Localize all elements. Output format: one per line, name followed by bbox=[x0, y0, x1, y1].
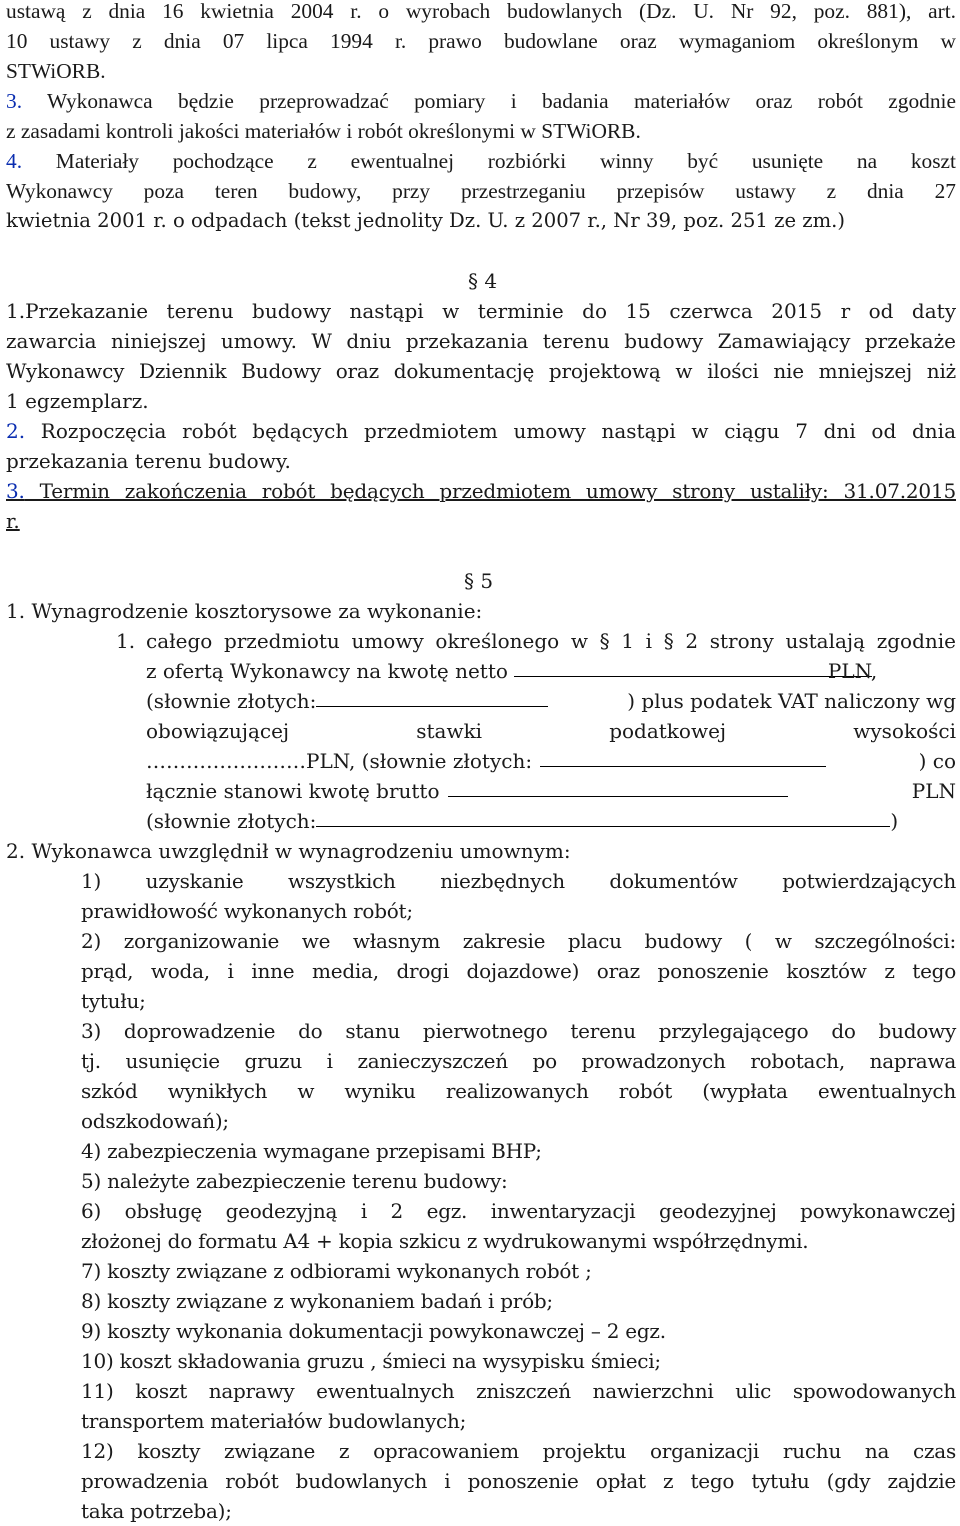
list-item-line: taka potrzeba); bbox=[81, 1499, 232, 1523]
paragraph-3-line: 3. Wykonawca będzie przeprowadzać pomiary i badania materiałów oraz robót zgodnie bbox=[6, 89, 956, 113]
section-4-line: 2. Rozpoczęcia robót będących przedmiotem umowy nastąpi w ciągu 7 dni od dnia bbox=[6, 419, 956, 443]
list-item bbox=[6, 1316, 956, 1346]
text-line: STWiORB. bbox=[6, 59, 106, 83]
list-item bbox=[6, 1196, 956, 1256]
section-heading: § 5 bbox=[464, 569, 494, 593]
list-item-line: 4) zabezpieczenia wymagane przepisami BHP; bbox=[81, 1139, 542, 1163]
list-item-line: 12) koszty związane z opracowaniem projektu organizacji ruchu na czas bbox=[81, 1439, 956, 1463]
list-item-line: 3) doprowadzenie do stanu pierwotnego terenu przylegającego do budowy bbox=[81, 1019, 956, 1043]
paragraph-4-line: Wykonawcy poza teren budowy, przy przestrzeganiu przepisów ustawy z dnia 27 bbox=[6, 179, 956, 203]
subpoint-number: 1. bbox=[116, 629, 136, 653]
paragraph-3-line: z zasadami kontroli jakości materiałów i robót określonymi w STWiORB. bbox=[6, 119, 641, 143]
paragraph-number: 2. bbox=[6, 419, 26, 443]
list-item-line: 1) uzyskanie wszystkich niezbędnych dokumentów potwierdzających bbox=[81, 869, 956, 893]
list-item-line: 10) koszt składowania gruzu , śmieci na wysypisku śmieci; bbox=[81, 1349, 661, 1373]
section-4-line: 1 egzemplarz. bbox=[6, 389, 149, 413]
section-4-line: 3. Termin zakończenia robót będących przedmiotem umowy strony ustaliły: 31.07.2015 bbox=[6, 479, 956, 503]
list-item bbox=[6, 1016, 956, 1136]
list-item-line: tj. usunięcie gruzu i zanieczyszczeń po prowadzonych robotach, naprawa bbox=[81, 1049, 956, 1073]
list-item-line: szkód wynikłych w wyniku realizowanych robót (wypłata ewentualnych bbox=[81, 1079, 956, 1103]
blank-field bbox=[514, 656, 872, 677]
list-item-line: 11) koszt naprawy ewentualnych zniszczeń nawierzchni ulic spowodowanych bbox=[81, 1379, 956, 1403]
blank-field bbox=[448, 776, 788, 797]
paragraph-4-line: 4. Materiały pochodzące z ewentualnej rozbiórki winny być usunięte na koszt bbox=[6, 149, 956, 173]
section-4-line: r. bbox=[6, 509, 20, 533]
paragraph-4-line: kwietnia 2001 r. o odpadach (tekst jednolity Dz. U. z 2007 r., Nr 39, poz. 251 ze zm.) bbox=[6, 209, 846, 232]
list-item bbox=[6, 1286, 956, 1316]
list-item-line: odszkodowań); bbox=[81, 1109, 229, 1133]
list-item bbox=[6, 866, 956, 926]
list-item-line: transportem materiałów budowlanych; bbox=[81, 1409, 467, 1433]
section-4-line: 1.Przekazanie terenu budowy nastąpi w terminie do 15 czerwca 2015 r od daty bbox=[6, 299, 956, 323]
list-item-line: prawidłowość wykonanych robót; bbox=[81, 899, 413, 923]
subpoint-line: ……………………PLN, (słownie złotych: ) co bbox=[6, 746, 956, 776]
list-item-line: 2) zorganizowanie we własnym zakresie placu budowy ( w szczególności: bbox=[81, 929, 956, 953]
list-item bbox=[6, 1136, 956, 1166]
list-item-line: prąd, woda, i inne media, drogi dojazdowe) oraz ponoszenie kosztów z tego bbox=[81, 959, 956, 983]
section-4-line: przekazania terenu budowy. bbox=[6, 449, 291, 473]
list-item-line: 9) koszty wykonania dokumentacji powykonawczej – 2 egz. bbox=[81, 1319, 666, 1343]
list-item-line: 5) należyte zabezpieczenie terenu budowy: bbox=[81, 1169, 508, 1193]
subpoint-line: (słownie złotych: ) bbox=[6, 806, 956, 836]
paragraph-number: 4. bbox=[6, 149, 23, 173]
paragraph-number: 3. bbox=[6, 479, 25, 503]
cost-items-list bbox=[6, 866, 956, 1526]
section-5-line: 2. Wykonawca uwzględnił w wynagrodzeniu umownym: bbox=[6, 839, 571, 863]
text-line: ustawą z dnia 16 kwietnia 2004 r. o wyrobach budowlanych (Dz. U. Nr 92, poz. 881), art. bbox=[6, 0, 956, 23]
list-item-line: 6) obsługę geodezyjną i 2 egz. inwentaryzacji geodezyjnej powykonawczej bbox=[81, 1199, 956, 1223]
list-item bbox=[6, 1436, 956, 1526]
subpoint-line: łącznie stanowi kwotę brutto PLN bbox=[6, 776, 956, 806]
list-item-line: złożonej do formatu A4 + kopia szkicu z wydrukowanymi współrzędnymi. bbox=[81, 1229, 809, 1253]
subpoint-line: z ofertą Wykonawcy na kwotę netto PLN, bbox=[6, 656, 956, 686]
list-item bbox=[6, 926, 956, 1016]
blank-field bbox=[540, 746, 826, 767]
list-item bbox=[6, 1346, 956, 1376]
blank-field bbox=[316, 686, 548, 707]
list-item-line: prowadzenia robót budowlanych i ponoszenie opłat z tego tytułu (gdy zajdzie bbox=[81, 1469, 956, 1493]
subpoint-line: 1. całego przedmiotu umowy określonego w § 1 i § 2 strony ustalają zgodnie bbox=[6, 626, 956, 656]
section-4-line: zawarcia niniejszej umowy. W dniu przekazania terenu budowy Zamawiający przekaże bbox=[6, 329, 956, 353]
list-item-line: 7) koszty związane z odbiorami wykonanych robót ; bbox=[81, 1259, 592, 1283]
section-5-line: 1. Wynagrodzenie kosztorysowe za wykonanie: bbox=[6, 599, 483, 623]
blank-field bbox=[316, 806, 890, 827]
subpoint-line: (słownie złotych: ) plus podatek VAT naliczony wg bbox=[6, 686, 956, 716]
list-item-line: 8) koszty związane z wykonaniem badań i prób; bbox=[81, 1289, 553, 1313]
document-page bbox=[6, 0, 956, 1526]
section-heading: § 4 bbox=[468, 269, 498, 293]
list-item bbox=[6, 1376, 956, 1436]
subpoint-line: obowiązującej stawki podatkowej wysokości bbox=[146, 719, 956, 743]
list-item bbox=[6, 1256, 956, 1286]
list-item-line: tytułu; bbox=[81, 989, 146, 1013]
paragraph-number: 3. bbox=[6, 89, 23, 113]
section-4-line: Wykonawcy Dziennik Budowy oraz dokumentację projektową w ilości nie mniejszej niż bbox=[6, 359, 956, 383]
list-item bbox=[6, 1166, 956, 1196]
text-line: 10 ustawy z dnia 07 lipca 1994 r. prawo budowlane oraz wymaganiom określonym w bbox=[6, 29, 956, 53]
